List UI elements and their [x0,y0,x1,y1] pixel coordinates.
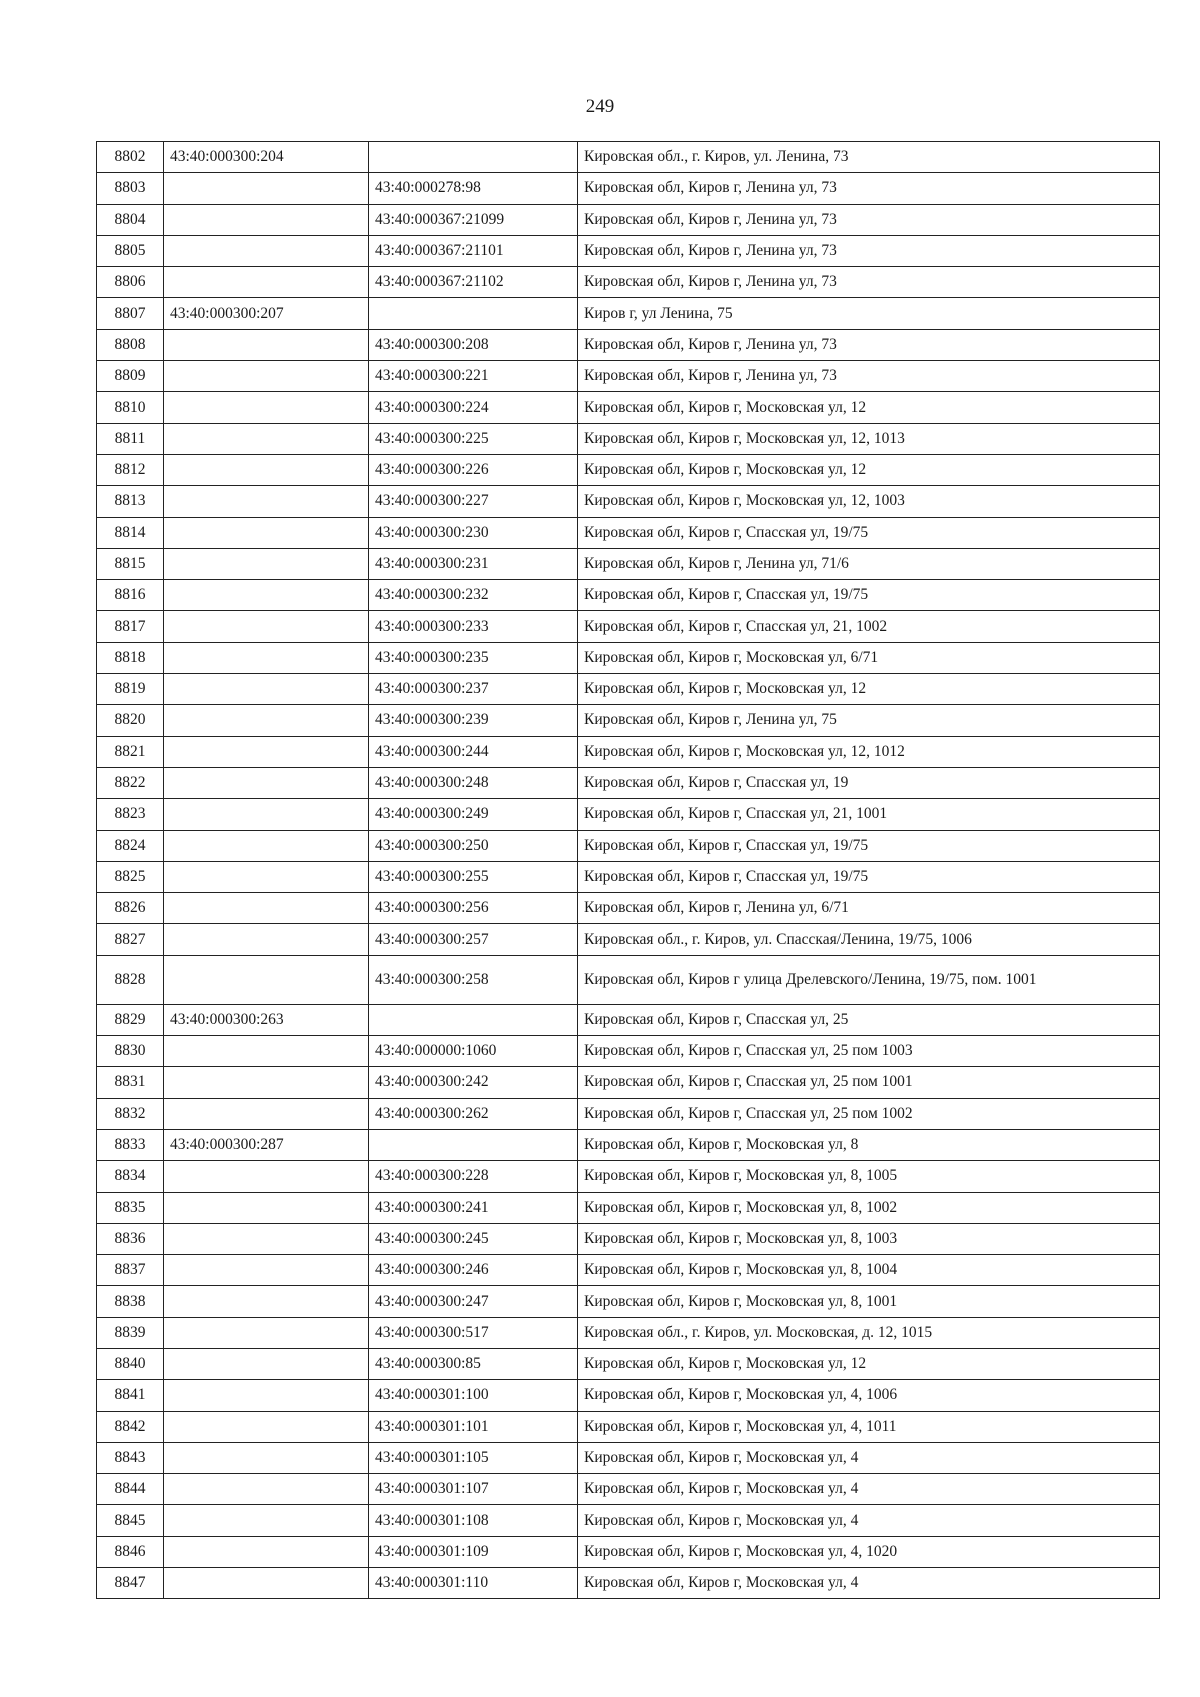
address-cell: Кировская обл, Киров г, Московская ул, 4, 1020 [578,1536,1160,1567]
row-number-cell: 8838 [97,1286,164,1317]
row-number-cell: 8804 [97,204,164,235]
row-number-cell: 8840 [97,1348,164,1379]
cadastral-number-cell: 43:40:000367:21102 [369,267,578,298]
cadastral-number-cell: 43:40:000300:257 [369,924,578,955]
parent-cadastral-cell: 43:40:000300:204 [164,142,369,173]
parent-cadastral-cell [164,924,369,955]
parent-cadastral-cell [164,392,369,423]
address-cell: Кировская обл, Киров г, Ленина ул, 71/6 [578,548,1160,579]
parent-cadastral-cell [164,736,369,767]
cadastral-number-cell: 43:40:000300:221 [369,361,578,392]
table-row [97,1474,1160,1505]
table-row [97,924,1160,955]
cadastral-number-cell [369,1129,578,1160]
cadastral-number-cell: 43:40:000300:235 [369,642,578,673]
cadastral-number-cell: 43:40:000301:109 [369,1536,578,1567]
table-row [97,611,1160,642]
parent-cadastral-cell [164,830,369,861]
parent-cadastral-cell [164,799,369,830]
address-cell: Кировская обл, Киров г, Спасская ул, 19/75 [578,830,1160,861]
parent-cadastral-cell [164,767,369,798]
address-cell: Кировская обл, Киров г, Спасская ул, 25 пом 1001 [578,1067,1160,1098]
row-number-cell: 8833 [97,1129,164,1160]
cadastral-number-cell: 43:40:000300:225 [369,423,578,454]
row-number-cell: 8842 [97,1411,164,1442]
cadastral-number-cell: 43:40:000301:100 [369,1380,578,1411]
table-row [97,142,1160,173]
address-cell: Кировская обл, Киров г, Спасская ул, 21, 1002 [578,611,1160,642]
table-row [97,1568,1160,1599]
address-cell: Кировская обл, Киров г, Московская ул, 4 [578,1505,1160,1536]
address-cell: Кировская обл, Киров г, Спасская ул, 21, 1001 [578,799,1160,830]
table-row [97,674,1160,705]
cadastral-number-cell: 43:40:000300:255 [369,861,578,892]
table-row [97,548,1160,579]
cadastral-number-cell: 43:40:000300:208 [369,329,578,360]
row-number-cell: 8803 [97,173,164,204]
cadastral-number-cell: 43:40:000300:242 [369,1067,578,1098]
row-number-cell: 8845 [97,1505,164,1536]
table-row [97,1317,1160,1348]
row-number-cell: 8815 [97,548,164,579]
address-cell: Кировская обл, Киров г, Московская ул, 8, 1004 [578,1255,1160,1286]
row-number-cell: 8810 [97,392,164,423]
table-row [97,705,1160,736]
address-cell: Кировская обл, Киров г, Ленина ул, 73 [578,329,1160,360]
table-row [97,1223,1160,1254]
cadastral-number-cell: 43:40:000301:108 [369,1505,578,1536]
address-cell: Кировская обл, Киров г, Спасская ул, 19/75 [578,861,1160,892]
parent-cadastral-cell [164,611,369,642]
address-cell: Кировская обл, Киров г, Ленина ул, 73 [578,173,1160,204]
parent-cadastral-cell [164,1474,369,1505]
address-cell: Киров г, ул Ленина, 75 [578,298,1160,329]
table-row [97,423,1160,454]
address-cell: Кировская обл, Киров г, Московская ул, 6/71 [578,642,1160,673]
parent-cadastral-cell [164,1348,369,1379]
cadastral-number-cell: 43:40:000300:517 [369,1317,578,1348]
cadastral-number-cell: 43:40:000300:241 [369,1192,578,1223]
row-number-cell: 8832 [97,1098,164,1129]
table-row [97,1380,1160,1411]
table-row [97,173,1160,204]
table-row [97,204,1160,235]
cadastral-number-cell [369,1004,578,1035]
table-row [97,1036,1160,1067]
row-number-cell: 8825 [97,861,164,892]
cadastral-number-cell: 43:40:000300:262 [369,1098,578,1129]
parent-cadastral-cell: 43:40:000300:287 [164,1129,369,1160]
address-cell: Кировская обл, Киров г, Спасская ул, 19/75 [578,580,1160,611]
row-number-cell: 8822 [97,767,164,798]
row-number-cell: 8819 [97,674,164,705]
registry-rows [97,142,1160,1599]
address-cell: Кировская обл, Киров г, Спасская ул, 25 [578,1004,1160,1035]
address-cell: Кировская обл, Киров г, Московская ул, 12, 1013 [578,423,1160,454]
cadastral-number-cell: 43:40:000300:233 [369,611,578,642]
table-row [97,1348,1160,1379]
table-row [97,1255,1160,1286]
address-cell: Кировская обл, Киров г, Ленина ул, 73 [578,235,1160,266]
row-number-cell: 8831 [97,1067,164,1098]
cadastral-number-cell: 43:40:000300:239 [369,705,578,736]
table-row [97,454,1160,485]
address-cell: Кировская обл, Киров г, Московская ул, 4 [578,1568,1160,1599]
parent-cadastral-cell [164,861,369,892]
table-row [97,392,1160,423]
row-number-cell: 8823 [97,799,164,830]
address-cell: Кировская обл., г. Киров, ул. Спасская/Ленина, 19/75, 1006 [578,924,1160,955]
parent-cadastral-cell [164,204,369,235]
address-cell: Кировская обл, Киров г, Московская ул, 8 [578,1129,1160,1160]
parent-cadastral-cell [164,1442,369,1473]
parent-cadastral-cell [164,173,369,204]
address-cell: Кировская обл, Киров г, Московская ул, 8, 1005 [578,1161,1160,1192]
cadastral-number-cell: 43:40:000300:227 [369,486,578,517]
row-number-cell: 8847 [97,1568,164,1599]
parent-cadastral-cell [164,486,369,517]
table-row [97,1098,1160,1129]
cadastral-number-cell: 43:40:000300:230 [369,517,578,548]
row-number-cell: 8837 [97,1255,164,1286]
parent-cadastral-cell [164,1380,369,1411]
address-cell: Кировская обл., г. Киров, ул. Ленина, 73 [578,142,1160,173]
table-row [97,329,1160,360]
address-cell: Кировская обл, Киров г, Московская ул, 12, 1003 [578,486,1160,517]
row-number-cell: 8846 [97,1536,164,1567]
parent-cadastral-cell: 43:40:000300:263 [164,1004,369,1035]
address-cell: Кировская обл, Киров г, Московская ул, 4 [578,1442,1160,1473]
cadastral-number-cell: 43:40:000300:224 [369,392,578,423]
row-number-cell: 8805 [97,235,164,266]
cadastral-number-cell: 43:40:000367:21101 [369,235,578,266]
cadastral-number-cell [369,142,578,173]
table-row [97,893,1160,924]
row-number-cell: 8818 [97,642,164,673]
parent-cadastral-cell: 43:40:000300:207 [164,298,369,329]
parent-cadastral-cell [164,642,369,673]
address-cell: Кировская обл, Киров г, Московская ул, 4, 1006 [578,1380,1160,1411]
cadastral-number-cell: 43:40:000367:21099 [369,204,578,235]
parent-cadastral-cell [164,705,369,736]
parent-cadastral-cell [164,423,369,454]
row-number-cell: 8821 [97,736,164,767]
address-cell: Кировская обл, Киров г, Московская ул, 4 [578,1474,1160,1505]
cadastral-number-cell: 43:40:000301:110 [369,1568,578,1599]
cadastral-number-cell: 43:40:000300:85 [369,1348,578,1379]
table-row [97,1536,1160,1567]
parent-cadastral-cell [164,1192,369,1223]
row-number-cell: 8814 [97,517,164,548]
address-cell: Кировская обл, Киров г, Спасская ул, 19 [578,767,1160,798]
parent-cadastral-cell [164,267,369,298]
address-cell: Кировская обл, Киров г, Ленина ул, 73 [578,361,1160,392]
address-cell: Кировская обл, Киров г, Московская ул, 12 [578,1348,1160,1379]
table-row [97,799,1160,830]
cadastral-number-cell: 43:40:000300:247 [369,1286,578,1317]
table-row [97,267,1160,298]
parent-cadastral-cell [164,454,369,485]
row-number-cell: 8829 [97,1004,164,1035]
parent-cadastral-cell [164,235,369,266]
table-row [97,1505,1160,1536]
row-number-cell: 8824 [97,830,164,861]
parent-cadastral-cell [164,1317,369,1348]
table-row [97,642,1160,673]
parent-cadastral-cell [164,1536,369,1567]
parent-cadastral-cell [164,329,369,360]
row-number-cell: 8835 [97,1192,164,1223]
table-row [97,1004,1160,1035]
row-number-cell: 8828 [97,955,164,1004]
row-number-cell: 8806 [97,267,164,298]
row-number-cell: 8808 [97,329,164,360]
address-cell: Кировская обл, Киров г улица Дрелевского/Ленина, 19/75, пом. 1001 [578,955,1160,1004]
address-cell: Кировская обл, Киров г, Московская ул, 12 [578,454,1160,485]
parent-cadastral-cell [164,674,369,705]
table-row [97,1411,1160,1442]
cadastral-number-cell: 43:40:000300:232 [369,580,578,611]
table-row [97,861,1160,892]
parent-cadastral-cell [164,1286,369,1317]
address-cell: Кировская обл, Киров г, Ленина ул, 6/71 [578,893,1160,924]
address-cell: Кировская обл, Киров г, Ленина ул, 75 [578,705,1160,736]
cadastral-number-cell: 43:40:000300:250 [369,830,578,861]
table-row [97,1442,1160,1473]
cadastral-number-cell: 43:40:000300:244 [369,736,578,767]
cadastral-number-cell: 43:40:000300:248 [369,767,578,798]
parent-cadastral-cell [164,580,369,611]
row-number-cell: 8830 [97,1036,164,1067]
table-row [97,767,1160,798]
table-row [97,580,1160,611]
address-cell: Кировская обл, Киров г, Московская ул, 12, 1012 [578,736,1160,767]
row-number-cell: 8802 [97,142,164,173]
row-number-cell: 8841 [97,1380,164,1411]
row-number-cell: 8844 [97,1474,164,1505]
cadastral-number-cell: 43:40:000300:228 [369,1161,578,1192]
registry-table [96,141,1160,1599]
parent-cadastral-cell [164,1223,369,1254]
parent-cadastral-cell [164,955,369,1004]
address-cell: Кировская обл, Киров г, Спасская ул, 25 пом 1002 [578,1098,1160,1129]
cadastral-number-cell: 43:40:000278:98 [369,173,578,204]
cadastral-number-cell: 43:40:000300:258 [369,955,578,1004]
address-cell: Кировская обл., г. Киров, ул. Московская, д. 12, 1015 [578,1317,1160,1348]
parent-cadastral-cell [164,893,369,924]
row-number-cell: 8827 [97,924,164,955]
row-number-cell: 8843 [97,1442,164,1473]
cadastral-number-cell: 43:40:000300:245 [369,1223,578,1254]
cadastral-number-cell: 43:40:000300:256 [369,893,578,924]
parent-cadastral-cell [164,361,369,392]
address-cell: Кировская обл, Киров г, Спасская ул, 19/75 [578,517,1160,548]
row-number-cell: 8816 [97,580,164,611]
table-row [97,486,1160,517]
row-number-cell: 8834 [97,1161,164,1192]
row-number-cell: 8809 [97,361,164,392]
parent-cadastral-cell [164,548,369,579]
table-row [97,235,1160,266]
row-number-cell: 8807 [97,298,164,329]
row-number-cell: 8817 [97,611,164,642]
table-row [97,736,1160,767]
table-row [97,1286,1160,1317]
table-row [97,1129,1160,1160]
address-cell: Кировская обл, Киров г, Московская ул, 8, 1003 [578,1223,1160,1254]
table-row [97,830,1160,861]
address-cell: Кировская обл, Киров г, Московская ул, 8, 1001 [578,1286,1160,1317]
parent-cadastral-cell [164,1067,369,1098]
cadastral-number-cell: 43:40:000300:231 [369,548,578,579]
cadastral-number-cell: 43:40:000000:1060 [369,1036,578,1067]
parent-cadastral-cell [164,1505,369,1536]
cadastral-number-cell: 43:40:000300:237 [369,674,578,705]
parent-cadastral-cell [164,1098,369,1129]
address-cell: Кировская обл, Киров г, Московская ул, 12 [578,674,1160,705]
address-cell: Кировская обл, Киров г, Московская ул, 8, 1002 [578,1192,1160,1223]
table-row [97,1192,1160,1223]
row-number-cell: 8826 [97,893,164,924]
table-row [97,298,1160,329]
parent-cadastral-cell [164,1161,369,1192]
row-number-cell: 8836 [97,1223,164,1254]
cadastral-number-cell: 43:40:000300:226 [369,454,578,485]
row-number-cell: 8812 [97,454,164,485]
address-cell: Кировская обл, Киров г, Ленина ул, 73 [578,267,1160,298]
cadastral-number-cell: 43:40:000301:101 [369,1411,578,1442]
row-number-cell: 8813 [97,486,164,517]
table-row [97,955,1160,1004]
table-row [97,361,1160,392]
cadastral-number-cell: 43:40:000301:107 [369,1474,578,1505]
cadastral-number-cell: 43:40:000301:105 [369,1442,578,1473]
row-number-cell: 8811 [97,423,164,454]
address-cell: Кировская обл, Киров г, Спасская ул, 25 пом 1003 [578,1036,1160,1067]
address-cell: Кировская обл, Киров г, Ленина ул, 73 [578,204,1160,235]
address-cell: Кировская обл, Киров г, Московская ул, 4, 1011 [578,1411,1160,1442]
cadastral-number-cell: 43:40:000300:249 [369,799,578,830]
parent-cadastral-cell [164,517,369,548]
row-number-cell: 8820 [97,705,164,736]
page-number: 249 [585,96,615,117]
cadastral-number-cell: 43:40:000300:246 [369,1255,578,1286]
address-cell: Кировская обл, Киров г, Московская ул, 12 [578,392,1160,423]
row-number-cell: 8839 [97,1317,164,1348]
parent-cadastral-cell [164,1568,369,1599]
table-row [97,1161,1160,1192]
parent-cadastral-cell [164,1411,369,1442]
parent-cadastral-cell [164,1036,369,1067]
parent-cadastral-cell [164,1255,369,1286]
cadastral-number-cell [369,298,578,329]
table-row [97,517,1160,548]
table-row [97,1067,1160,1098]
